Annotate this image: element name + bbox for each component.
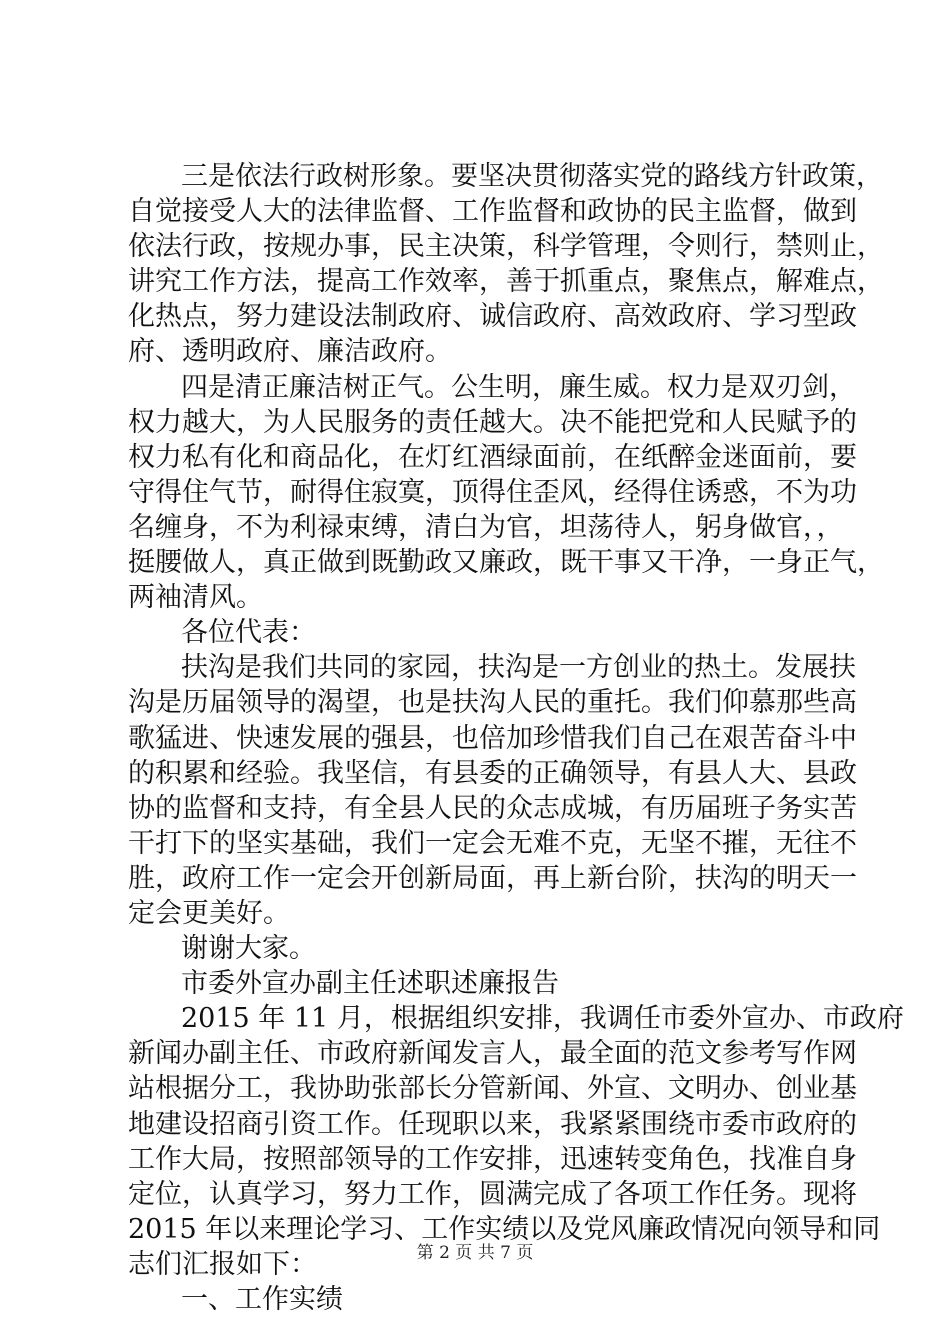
text-line: 工作大局，按照部领导的工作安排，迅速转变角色，找准自身 (128, 1143, 857, 1175)
text-line: 自觉接受人大的法律监督、工作监督和政协的民主监督，做到 (128, 196, 857, 228)
text-line: 依法行政，按规办事，民主决策，科学管理，令则行，禁则止， (128, 231, 884, 263)
text-line: 新闻办副主任、市政府新闻发言人，最全面的范文参考写作网 (128, 1038, 857, 1070)
text-line: 各位代表： (181, 617, 316, 649)
text-line: 两袖清风。 (128, 582, 263, 614)
text-line: 权力私有化和商品化，在灯红酒绿面前，在纸醉金迷面前，要 (128, 441, 857, 473)
text-line: 志们汇报如下： (128, 1248, 317, 1280)
text-line: 挺腰做人，真正做到既勤政又廉政，既干事又干净，一身正气， (128, 547, 884, 579)
text-line: 沟是历届领导的渴望，也是扶沟人民的重托。我们仰慕那些高 (128, 687, 857, 719)
text-line: 胜，政府工作一定会开创新局面，再上新台阶，扶沟的明天一 (128, 862, 857, 894)
text-line: 讲究工作方法，提高工作效率，善于抓重点，聚焦点，解难点， (128, 266, 884, 298)
text-line: 一、工作实绩 (181, 1284, 343, 1315)
text-line: 定会更美好。 (128, 897, 290, 929)
text-line: 干打下的坚实基础，我们一定会无难不克，无坚不摧，无往不 (128, 827, 857, 859)
text-line: 四是清正廉洁树正气。公生明，廉生威。权力是双刃剑， (181, 371, 856, 403)
text-line: 名缠身，不为利禄束缚，清白为官，坦荡待人，躬身做官，， (128, 511, 844, 543)
text-line: 谢谢大家。 (181, 933, 316, 965)
text-line: 守得住气节，耐得住寂寞，顶得住歪风，经得住诱惑，不为功 (128, 476, 857, 508)
text-line: 的积累和经验。我坚信，有县委的正确领导，有县人大、县政 (128, 757, 857, 789)
page-footer: 第 2 页 共 7 页 (416, 1243, 534, 1263)
text-line: 站根据分工，我协助张部长分管新闻、外宣、文明办、创业基 (128, 1073, 857, 1105)
text-line: 三是依法行政树形象。要坚决贯彻落实党的路线方针政策， (181, 161, 883, 192)
text-line: 市委外宣办副主任述职述廉报告 (181, 968, 559, 1000)
text-line: 协的监督和支持，有全县人民的众志成城，有历届班子务实苦 (128, 792, 857, 824)
text-line: 定位，认真学习，努力工作，圆满完成了各项工作任务。现将 (128, 1178, 857, 1210)
text-line: 府、透明政府、廉洁政府。 (128, 336, 452, 368)
text-line: 扶沟是我们共同的家园，扶沟是一方创业的热土。发展扶 (181, 652, 856, 684)
document-body (128, 159, 904, 1317)
text-line: 歌猛进、快速发展的强县，也倍加珍惜我们自己在艰苦奋斗中 (128, 722, 857, 754)
text-line: 化热点，努力建设法制政府、诚信政府、高效政府、学习型政 (128, 301, 857, 333)
text-line: 2015 年 11 月，根据组织安排，我调任市委外宣办、市政府 (181, 1003, 904, 1035)
text-line: 2015 年以来理论学习、工作实绩以及党风廉政情况向领导和同 (128, 1213, 881, 1245)
text-line: 权力越大，为人民服务的责任越大。决不能把党和人民赋予的 (128, 406, 857, 438)
text-line: 地建设招商引资工作。任现职以来，我紧紧围绕市委市政府的 (128, 1108, 857, 1140)
